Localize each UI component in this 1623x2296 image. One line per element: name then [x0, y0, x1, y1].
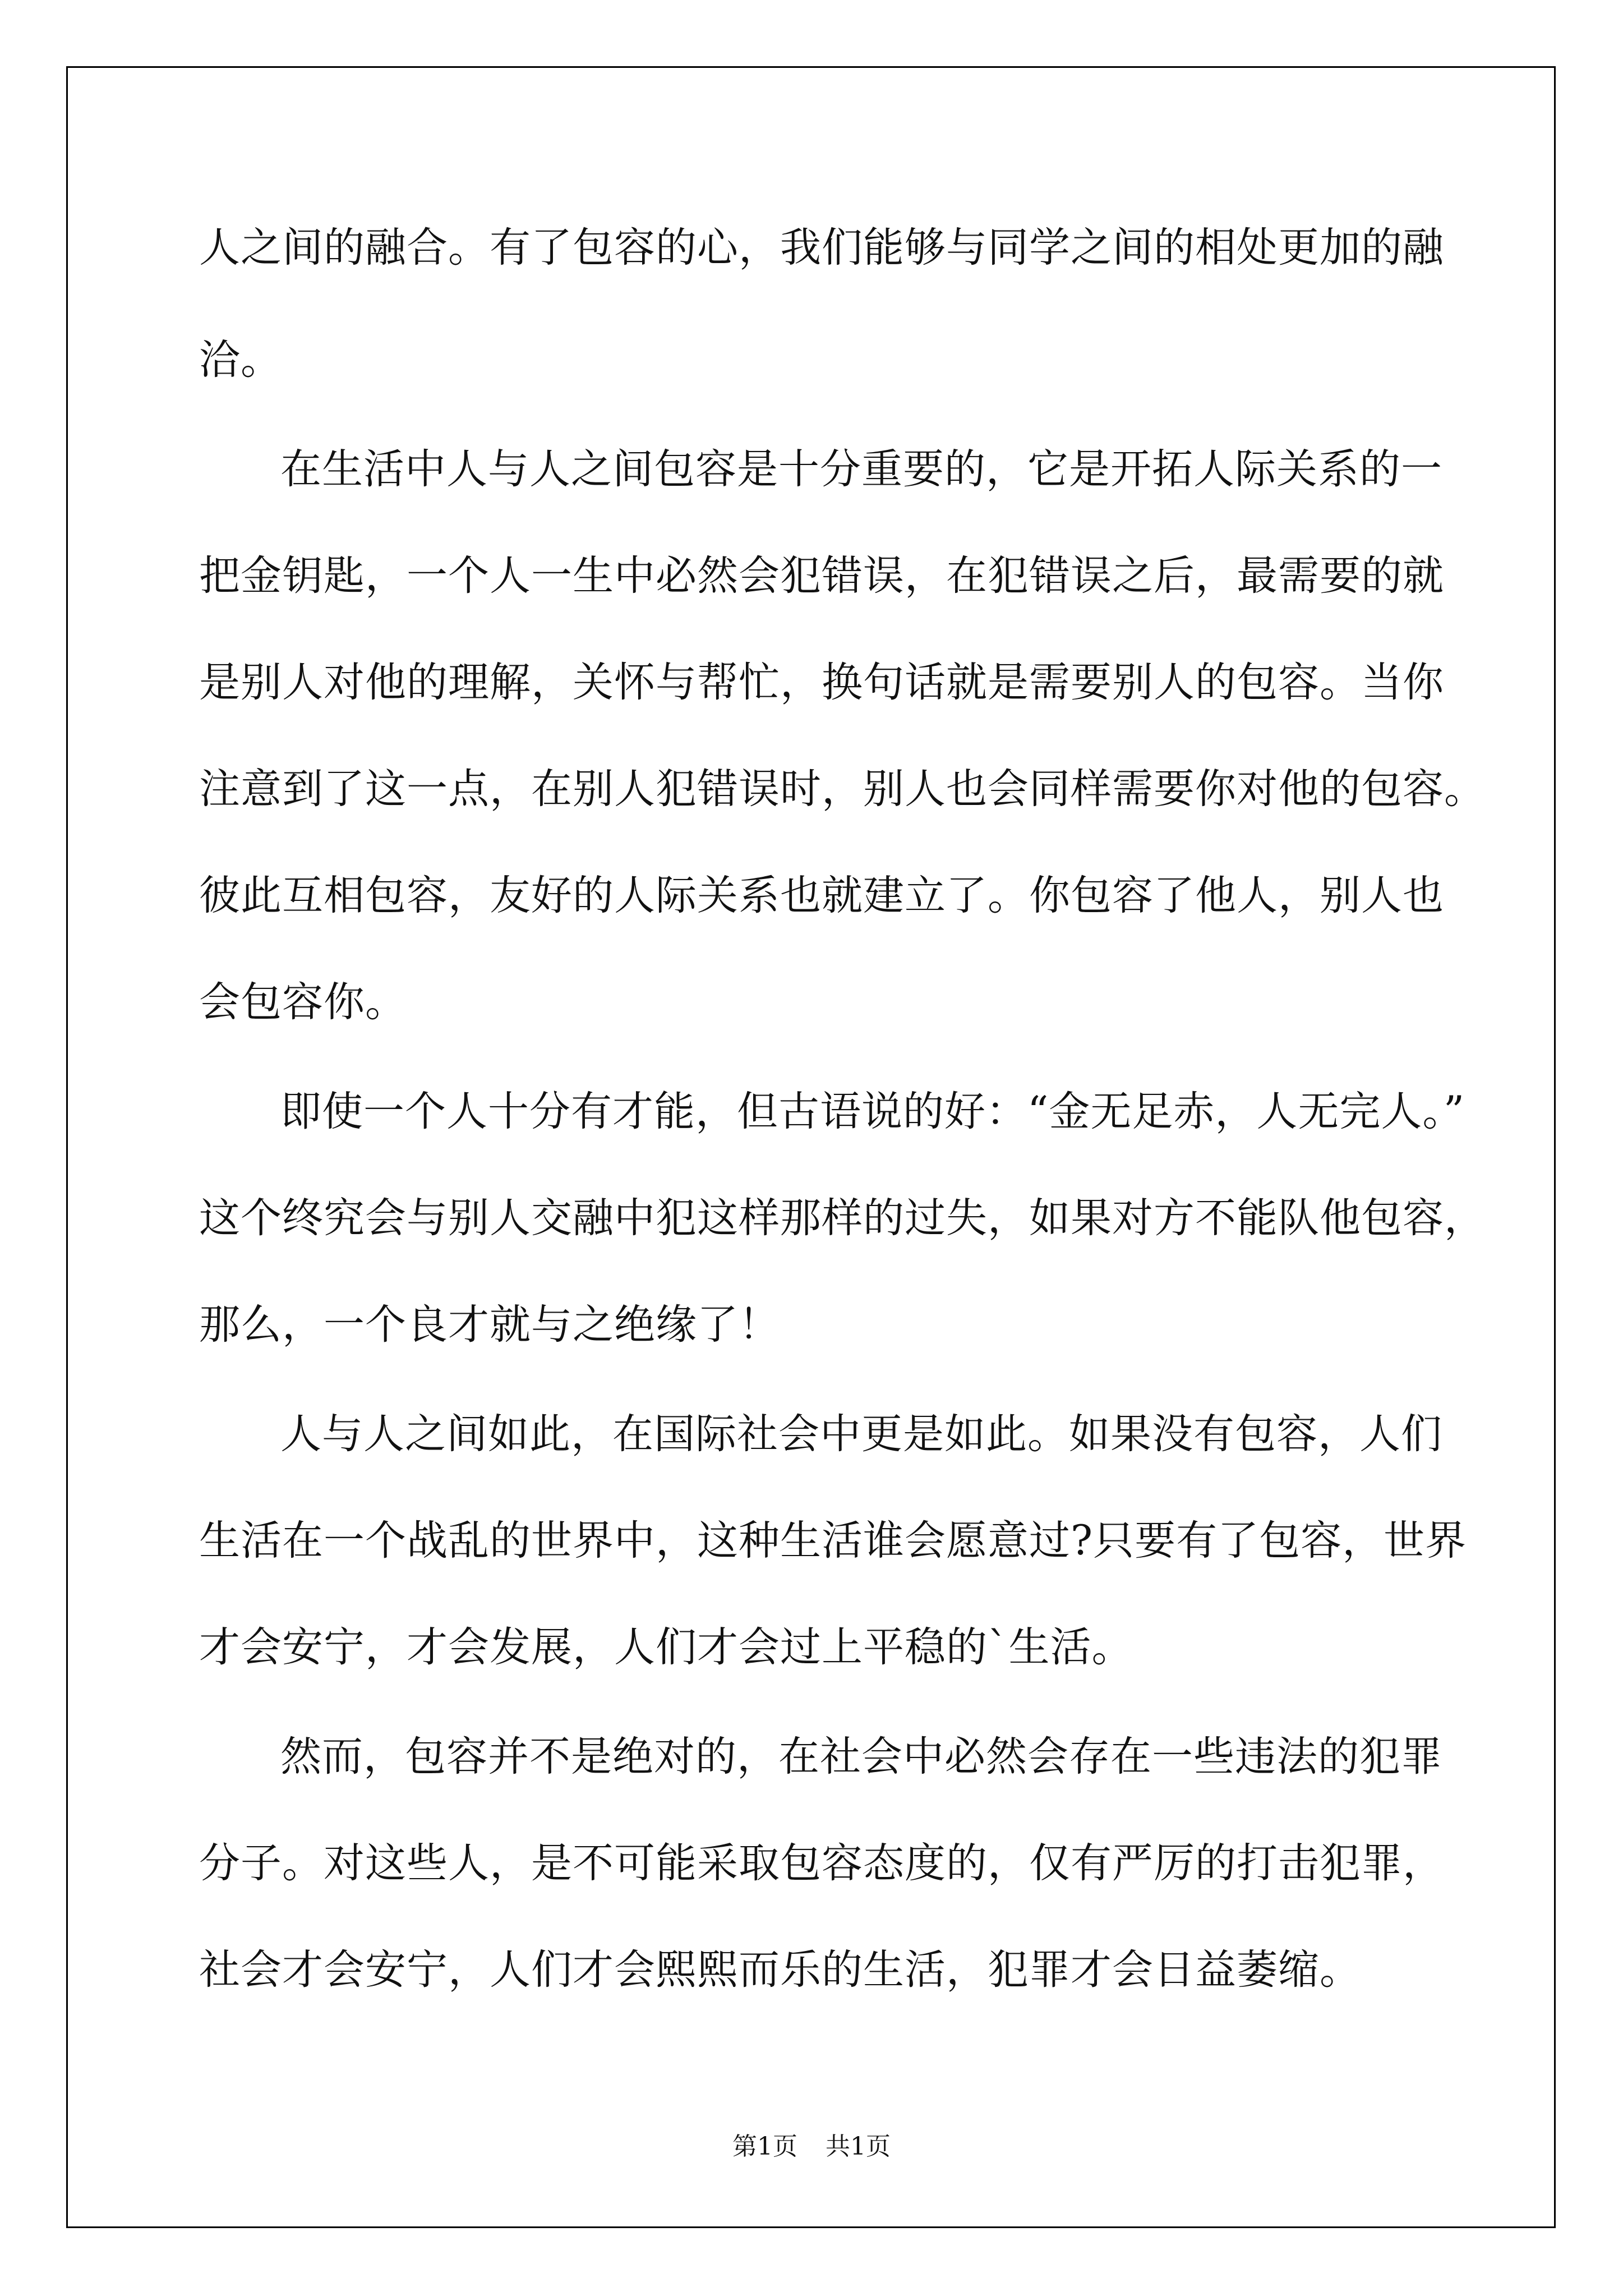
text-line: 才会安宁，才会发展，人们才会过上平稳的`生活。	[199, 1623, 1133, 1671]
text-line: 生活在一个战乱的世界中，这种生活谁会愿意过?只要有了包容，世界	[199, 1517, 1467, 1565]
page-number: 第1页	[732, 2132, 797, 2161]
text-line: 注意到了这一点，在别人犯错误时，别人也会同样需要你对他的包容。	[199, 765, 1486, 813]
text-line: 即使一个人十分有才能，但古语说的好：“金无足赤，人无完人。”	[280, 1088, 1465, 1135]
text-line: 在生活中人与人之间包容是十分重要的，它是开拓人际关系的一	[280, 445, 1442, 493]
page-total: 共1页	[826, 2132, 891, 2161]
text-line: 人之间的融合。有了包容的心，我们能够与同学之间的相处更加的融	[199, 224, 1444, 272]
text-line: 会包容你。	[199, 978, 407, 1026]
page-footer	[0, 2126, 1623, 2162]
text-line: 把金钥匙，一个人一生中必然会犯错误，在犯错误之后，最需要的就	[199, 552, 1444, 600]
text-line: 那么，一个良才就与之绝缘了！	[199, 1301, 780, 1349]
text-line: 人与人之间如此，在国际社会中更是如此。如果没有包容，人们	[280, 1410, 1442, 1458]
page-border	[66, 66, 1556, 2228]
text-line: 是别人对他的理解，关怀与帮忙，换句话就是需要别人的包容。当你	[199, 659, 1444, 706]
text-line: 彼此互相包容，友好的人际关系也就建立了。你包容了他人，别人也	[199, 872, 1444, 919]
text-line: 社会才会安宁，人们才会熙熙而乐的生活，犯罪才会日益萎缩。	[199, 1946, 1361, 1994]
text-line: 洽。	[199, 336, 282, 384]
text-line: 然而，包容并不是绝对的，在社会中必然会存在一些违法的犯罪	[280, 1733, 1442, 1780]
text-line: 这个终究会与别人交融中犯这样那样的过失，如果对方不能队他包容，	[199, 1194, 1486, 1242]
text-line: 分子。对这些人，是不可能采取包容态度的，仅有严厉的打击犯罪，	[199, 1839, 1444, 1887]
